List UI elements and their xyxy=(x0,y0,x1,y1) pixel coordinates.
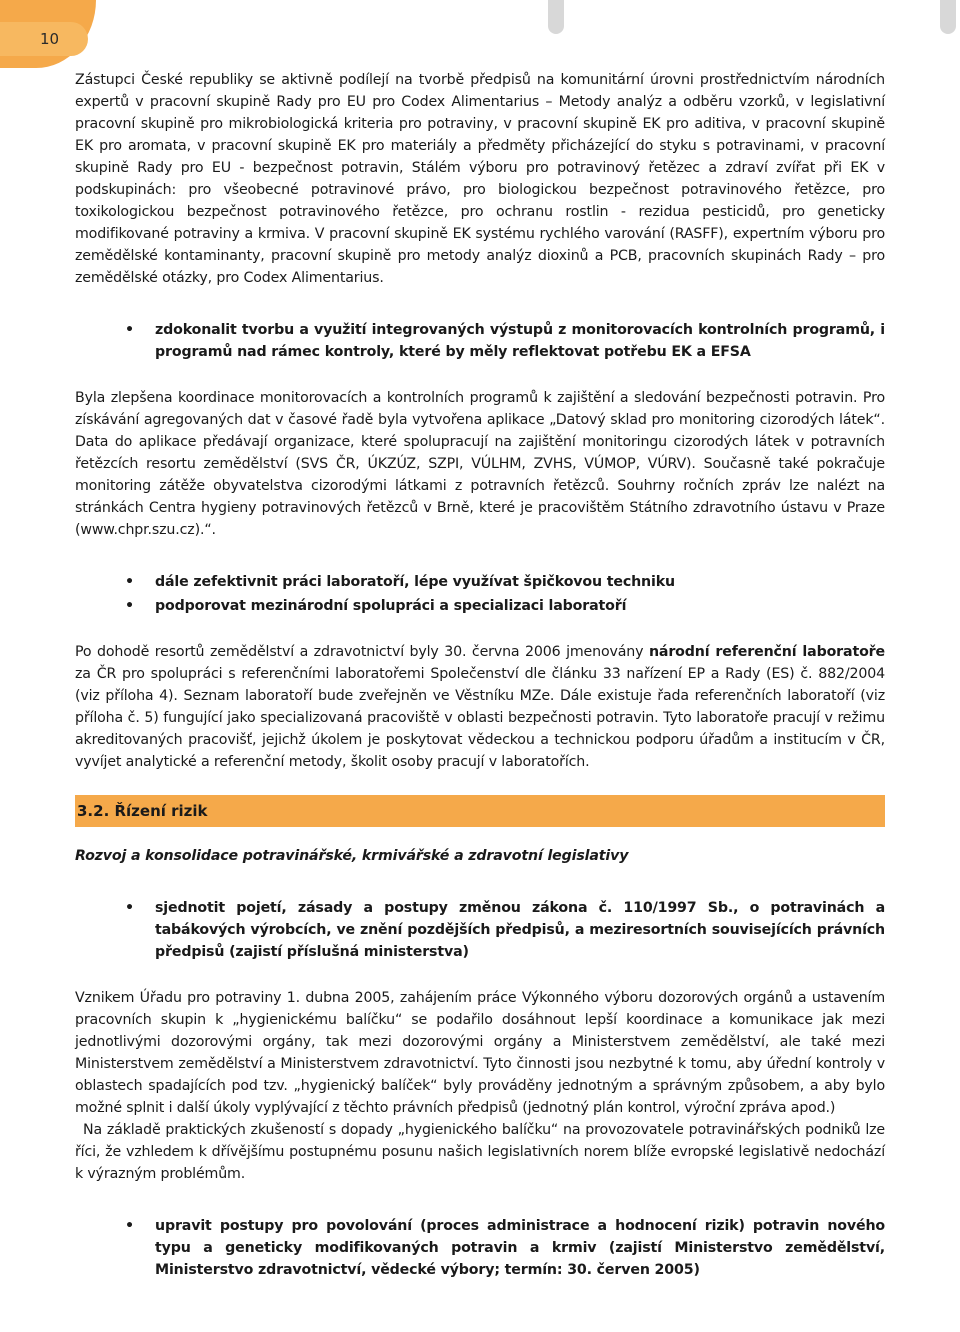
bullet-list xyxy=(75,571,885,617)
paragraph-food-office: Vznikem Úřadu pro potraviny 1. dubna 2005, zahájením práce Výkonného výboru dozorových orgánů a ustavením pracovních skupin k „hygienickému balíčku“ se podařilo dosáhnout lepší koordinace a komunikace jak mezi jednotlivými dozorovými orgány, tak mezi dozorovými orgány a Ministerstvem zemědělství, ale také mezi Ministerstvem zemědělství a Ministerstvem zdravotnictví. Tyto činnosti jsou nezbytné k tomu, aby úřední kontroly v oblastech spadajících pod tzv. „hygienický balíček“ byly prováděny jednotným a správným způsobem, a aby bylo možné splnit i další úkoly vyplývající z těchto právních předpisů (jednotný plán kontrol, výroční zpráva apod.) xyxy=(75,990,885,1116)
paragraph-monitoring: Byla zlepšena koordinace monitorovacích a kontrolních programů k zajištění a sledování bezpečnosti potravin. Pro získávání agregovaných dat v časové řadě byla vytvořena aplikace „Datový sklad pro monitoring cizorodých látek“. Data do aplikace předávají organizace, které spolupracují na zajištění monitoringu cizorodých látek v potravních řetězcích resortu zemědělství (SVS ČR, ÚKZÚZ, SZPI, VÚLHM, ZVHS, VÚMOP, VÚRV). Současně také pokračuje monitoring zátěže obyvatelstva cizorodými látkami z potravních řetězců. Souhrny ročních zpráv lze nalézt na stránkách Centra hygieny potravinových řetězců v Brně, které je pracovištěm Státního zdravotního ústavu v Praze (www.chpr.szu.cz).“. xyxy=(75,390,885,538)
paragraph-working-groups: Zástupci České republiky se aktivně podílejí na tvorbě předpisů na komunitární úrovni prostřednictvím národních expertů v pracovní skupině Rady pro EU pro Codex Alimentarius – Metody analýz a odběru vzorků, v legislativní pracovní skupině pro mikrobiologická kriteria pro potraviny, v pracovní skupině EK pro aditiva, v pracovní skupině EK pro aromata, v pracovní skupině EK pro materiály a předměty přicházející do styku s potravinami, v pracovní skupině Rady pro EU - bezpečnost potravin, Stálém výboru pro potravinový řetězec a zdraví zvířat při EK v podskupinách: pro všeobecné potravinové právo, pro biologickou bezpečnost potravinového řetězce, pro toxikologickou bezpečnost potravinového řetězce, pro ochranu rostlin - rezidua pesticidů, pro geneticky modifikované potraviny a krmiva. V pracovní skupině EK systému rychlého varování (RASFF), expertním výboru pro zemědělské kontaminanty, pracovní skupině pro metody analýz dioxinů a PCB, pracovních skupinách Rady – pro zemědělské otázky, pro Codex Alimentarius. xyxy=(75,72,885,286)
bullet-list xyxy=(75,897,885,963)
subheading: Rozvoj a konsolidace potravinářské, krmivářské a zdravotní legislativy xyxy=(75,848,629,864)
bullet-legislation: • sjednotit pojetí, zásady a postupy změnou zákona č. 110/1997 Sb., o potravinách a tabákových výrobcích, ve znění pozdějších předpisů, a meziresortních souvisejících právních předpisů (zajistí příslušná ministerstva) xyxy=(155,897,885,963)
paragraph-hygiene-package: Na základě praktických zkušeností s dopady „hygienického balíčku“ na provozovatele potravinářských podniků lze říci, že vzhledem k dřívějšímu postupnému posunu našich legislativních norem blíže evropské legislativě nedochází k výrazným problémům. xyxy=(75,1122,885,1182)
top-decoration xyxy=(548,0,564,34)
bullet-list xyxy=(75,1215,885,1281)
bullet-gmo-approval: • upravit postupy pro povolování (proces administrace a hodnocení rizik) potravin nového typu a geneticky modifikovaných potravin a krmiv (zajistí Ministerstvo zemědělství, Ministerstvo zdravotnictví, vědecké výbory; termín: 30. červen 2005) xyxy=(155,1215,885,1281)
bullet-cooperation: • podporovat mezinárodní spolupráci a specializaci laboratoří xyxy=(155,595,885,617)
bullet-list xyxy=(75,319,885,363)
reference-labs-highlight: národní referenční laboratoře xyxy=(648,644,885,660)
paragraph-reference-labs: Po dohodě resortů zemědělství a zdravotnictví byly 30. června 2006 jmenovány národní referenční laboratoře za ČR pro spolupráci s referenčními laboratořemi Společenství dle článku 33 nařízení EP a Rady (ES) č. 882/2004 (viz příloha 4). Seznam laboratoří bude zveřejněn ve Věstníku MZe. Dále existuje řada referenčních laboratoří (viz příloha č. 5) fungující jako specializovaná pracoviště v oblasti bezpečnosti potravin. Tyto laboratoře pracují v režimu akreditovaných pracovišť, jejichž úkolem je poskytovat vědeckou a technickou podporu úřadům a institucím v ČR, vyvíjet analytické a referenční metody, školit osoby pracují v laboratořích. xyxy=(75,644,885,770)
document-body xyxy=(75,69,885,1283)
page-number-tab xyxy=(0,0,96,68)
section-heading: 3.2. Řízení rizik xyxy=(75,795,885,827)
page-number: 10 xyxy=(0,22,88,56)
bullet-monitoring: • zdokonalit tvorbu a využití integrovaných výstupů z monitorovacích kontrolních programů, i programů nad rámec kontroly, které by měly reflektovat potřebu EK a EFSA xyxy=(155,319,885,363)
bullet-laboratories: • dále zefektivnit práci laboratoří, lépe využívat špičkovou techniku xyxy=(155,571,885,593)
top-decoration xyxy=(940,0,956,34)
